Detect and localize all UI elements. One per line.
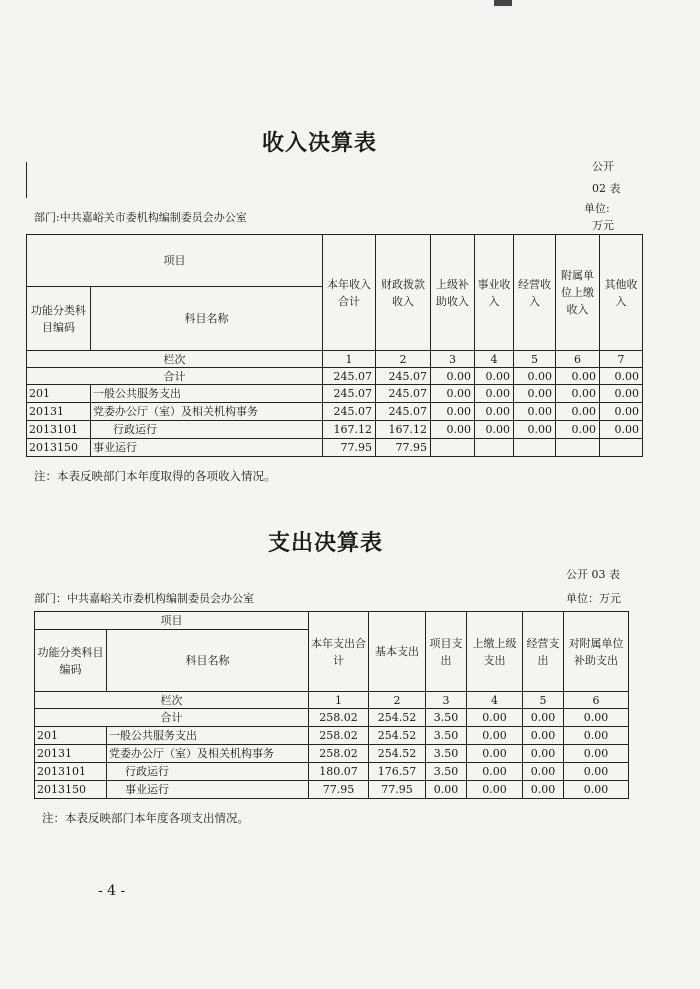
row-value: 0.00 xyxy=(564,763,629,781)
income-total-cell: 0.00 xyxy=(556,368,600,385)
row-name: 一般公共服务支出 xyxy=(91,385,323,403)
income-note: 注：本表反映部门本年度取得的各项收入情况。 xyxy=(34,469,276,483)
expense-total-cell: 254.52 xyxy=(369,709,426,727)
income-total-cell: 245.07 xyxy=(376,368,431,385)
income-col-index-label: 栏次 xyxy=(27,351,323,368)
income-col-index: 1 xyxy=(323,351,376,368)
row-value: 77.95 xyxy=(369,781,426,799)
expense-col-index: 6 xyxy=(564,692,629,709)
row-value: 3.50 xyxy=(426,763,467,781)
row-value: 245.07 xyxy=(376,385,431,403)
expense-col-header: 经营支出 xyxy=(523,612,564,692)
income-col-index: 6 xyxy=(556,351,600,368)
row-value: 0.00 xyxy=(564,745,629,763)
row-code: 2013101 xyxy=(35,763,107,781)
row-code: 2013150 xyxy=(35,781,107,799)
row-value xyxy=(556,439,600,457)
row-value: 0.00 xyxy=(467,781,523,799)
income-total-label: 合计 xyxy=(27,368,323,385)
row-code: 201 xyxy=(27,385,91,403)
row-value: 0.00 xyxy=(564,727,629,745)
row-value: 0.00 xyxy=(426,781,467,799)
expense-header-name: 科目名称 xyxy=(107,630,309,692)
expense-col-header: 对附属单位补助支出 xyxy=(564,612,629,692)
expense-total-row xyxy=(35,709,629,727)
row-value: 258.02 xyxy=(309,745,369,763)
expense-header-code: 功能分类科目编码 xyxy=(35,630,107,692)
table-row xyxy=(27,385,643,403)
row-value: 0.00 xyxy=(431,403,475,421)
row-value: 245.07 xyxy=(376,403,431,421)
expense-col-header: 上缴上级支出 xyxy=(467,612,523,692)
expense-col-header: 基本支出 xyxy=(369,612,426,692)
row-value: 0.00 xyxy=(523,781,564,799)
row-code: 201 xyxy=(35,727,107,745)
row-value: 0.00 xyxy=(564,781,629,799)
row-value xyxy=(431,439,475,457)
row-code: 2013101 xyxy=(27,421,91,439)
expense-col-header: 本年支出合计 xyxy=(309,612,369,692)
expense-col-index: 3 xyxy=(426,692,467,709)
row-value: 0.00 xyxy=(523,763,564,781)
expense-col-header: 项目支出 xyxy=(426,612,467,692)
row-name: 事业运行 xyxy=(107,781,309,799)
row-value: 0.00 xyxy=(514,385,556,403)
expense-col-index: 1 xyxy=(309,692,369,709)
row-value: 0.00 xyxy=(523,727,564,745)
income-title: 收入决算表 xyxy=(262,130,378,156)
scan-mark xyxy=(494,0,512,6)
table-row xyxy=(27,403,643,421)
income-total-row xyxy=(27,368,643,385)
income-unit-line2: 万元 xyxy=(592,219,614,232)
income-unit-line1: 单位: xyxy=(584,202,610,215)
table-row xyxy=(35,781,629,799)
row-value: 0.00 xyxy=(467,727,523,745)
row-value: 0.00 xyxy=(600,385,643,403)
row-value: 0.00 xyxy=(431,385,475,403)
row-name: 行政运行 xyxy=(107,763,309,781)
page-number: - 4 - xyxy=(98,883,126,899)
row-value: 0.00 xyxy=(556,421,600,439)
row-value: 167.12 xyxy=(376,421,431,439)
row-name: 一般公共服务支出 xyxy=(107,727,309,745)
row-value: 77.95 xyxy=(376,439,431,457)
table-row xyxy=(35,727,629,745)
row-value: 0.00 xyxy=(600,403,643,421)
row-value: 245.07 xyxy=(323,385,376,403)
row-value xyxy=(600,439,643,457)
row-value: 3.50 xyxy=(426,727,467,745)
income-col-header: 事业收入 xyxy=(475,235,514,351)
row-value: 77.95 xyxy=(309,781,369,799)
expense-total-cell: 0.00 xyxy=(467,709,523,727)
expense-code: 公开 03 表 xyxy=(566,568,620,581)
row-value: 0.00 xyxy=(523,745,564,763)
income-col-header: 附属单位上缴收入 xyxy=(556,235,600,351)
row-value: 0.00 xyxy=(475,421,514,439)
row-code: 20131 xyxy=(27,403,91,421)
row-name: 党委办公厅（室）及相关机构事务 xyxy=(91,403,323,421)
expense-col-index-label: 栏次 xyxy=(35,692,309,709)
income-total-cell: 0.00 xyxy=(514,368,556,385)
row-name: 事业运行 xyxy=(91,439,323,457)
row-code: 20131 xyxy=(35,745,107,763)
row-value: 0.00 xyxy=(514,421,556,439)
row-name: 行政运行 xyxy=(91,421,323,439)
expense-note: 注：本表反映部门本年度各项支出情况。 xyxy=(42,811,249,825)
expense-total-cell: 0.00 xyxy=(564,709,629,727)
income-col-header: 本年收入合计 xyxy=(323,235,376,351)
income-code-line1: 公开 xyxy=(592,160,614,173)
expense-title: 支出决算表 xyxy=(268,530,384,556)
row-value: 77.95 xyxy=(323,439,376,457)
row-value: 254.52 xyxy=(369,727,426,745)
row-name: 党委办公厅（室）及相关机构事务 xyxy=(107,745,309,763)
income-header-name: 科目名称 xyxy=(91,287,323,351)
income-total-cell: 245.07 xyxy=(323,368,376,385)
income-total-cell: 0.00 xyxy=(600,368,643,385)
row-value: 180.07 xyxy=(309,763,369,781)
row-value: 0.00 xyxy=(556,385,600,403)
income-col-index: 2 xyxy=(376,351,431,368)
expense-col-index: 2 xyxy=(369,692,426,709)
row-value xyxy=(514,439,556,457)
row-value: 0.00 xyxy=(475,403,514,421)
expense-col-index: 4 xyxy=(467,692,523,709)
table-row xyxy=(35,745,629,763)
row-value xyxy=(475,439,514,457)
expense-header-item: 项目 xyxy=(35,612,309,630)
income-header-item: 项目 xyxy=(27,235,323,287)
expense-total-label: 合计 xyxy=(35,709,309,727)
income-header-code: 功能分类科目编码 xyxy=(27,287,91,351)
expense-total-cell: 3.50 xyxy=(426,709,467,727)
income-col-header: 其他收入 xyxy=(600,235,643,351)
table-row xyxy=(35,763,629,781)
row-value: 0.00 xyxy=(556,403,600,421)
income-col-header: 财政拨款收入 xyxy=(376,235,431,351)
income-col-header: 经营收入 xyxy=(514,235,556,351)
expense-department: 部门：中共嘉峪关市委机构编制委员会办公室 xyxy=(34,592,254,605)
margin-line xyxy=(26,162,27,198)
income-col-index: 4 xyxy=(475,351,514,368)
row-value: 0.00 xyxy=(475,385,514,403)
row-value: 167.12 xyxy=(323,421,376,439)
income-code-line2: 02 表 xyxy=(592,182,621,195)
expense-table xyxy=(34,611,629,799)
row-value: 0.00 xyxy=(467,745,523,763)
expense-total-cell: 258.02 xyxy=(309,709,369,727)
income-col-index: 7 xyxy=(600,351,643,368)
row-value: 176.57 xyxy=(369,763,426,781)
row-value: 0.00 xyxy=(600,421,643,439)
table-row xyxy=(27,421,643,439)
row-value: 254.52 xyxy=(369,745,426,763)
income-table xyxy=(26,234,643,457)
row-value: 0.00 xyxy=(514,403,556,421)
income-total-cell: 0.00 xyxy=(431,368,475,385)
income-department: 部门:中共嘉峪关市委机构编制委员会办公室 xyxy=(34,211,247,224)
income-col-index: 5 xyxy=(514,351,556,368)
expense-unit: 单位：万元 xyxy=(566,592,621,605)
income-col-header: 上级补助收入 xyxy=(431,235,475,351)
row-value: 0.00 xyxy=(467,763,523,781)
row-value: 0.00 xyxy=(431,421,475,439)
row-value: 3.50 xyxy=(426,745,467,763)
table-row xyxy=(27,439,643,457)
row-value: 245.07 xyxy=(323,403,376,421)
row-code: 2013150 xyxy=(27,439,91,457)
income-total-cell: 0.00 xyxy=(475,368,514,385)
expense-col-index: 5 xyxy=(523,692,564,709)
expense-total-cell: 0.00 xyxy=(523,709,564,727)
row-value: 258.02 xyxy=(309,727,369,745)
income-col-index: 3 xyxy=(431,351,475,368)
